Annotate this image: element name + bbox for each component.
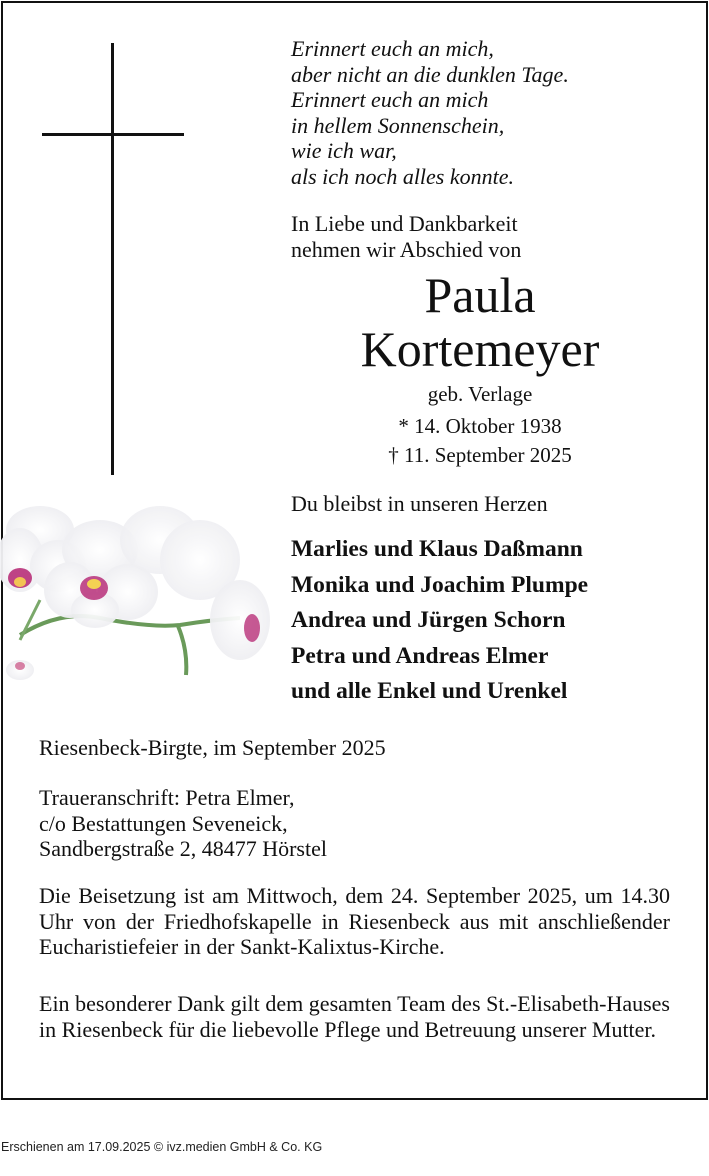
poem-line: wie ich war,: [291, 138, 397, 163]
intro-line: In Liebe und Dankbarkeit: [291, 211, 518, 236]
family-names: [291, 532, 701, 710]
family-member: und alle Enkel und Urenkel: [291, 678, 568, 704]
orchid-image: [0, 500, 276, 700]
poem-line: als ich noch alles konnte.: [291, 163, 515, 189]
thanks-text: Ein besonderer Dank gilt dem gesamten Team des St.-Elisabeth-Hauses in Riesenbeck für die liebevolle Pflege und Betreuung unserer Mutter.: [39, 991, 670, 1042]
family-member: Andrea und Jürgen Schorn: [291, 607, 566, 633]
deceased-first-name: Paula: [424, 267, 536, 323]
intro-line: nehmen wir Abschied von: [291, 237, 522, 262]
family-member: Monika und Joachim Plumpe: [291, 571, 589, 598]
death-date: † 11. September 2025: [388, 443, 572, 467]
funeral-info: Die Beisetzung ist am Mittwoch, dem 24. September 2025, um 14.30 Uhr von der Friedhofskapelle in Riesenbeck aus mit anschließender Eucharistiefeier in der Sankt-Kalixtus-Kirche.: [39, 883, 670, 959]
maiden-name: geb. Verlage: [427, 382, 533, 406]
publication-footer: Erschienen am 17.09.2025 © ivz.medien GmbH & Co. KG: [1, 1140, 323, 1154]
poem-line: aber nicht an die dunklen Tage.: [291, 61, 569, 87]
place-date: Riesenbeck-Birgte, im September 2025: [39, 735, 386, 760]
poem: [291, 36, 691, 189]
address-line: c/o Bestattungen Seveneick,: [39, 810, 288, 836]
cross-icon-vertical: [111, 43, 114, 475]
remembrance-line: Du bleibst in unseren Herzen: [291, 491, 548, 516]
birth-date: * 14. Oktober 1938: [398, 414, 562, 438]
intro-text: [291, 211, 691, 263]
deceased-last-name: Kortemeyer: [360, 321, 600, 377]
address-line: Traueranschrift: Petra Elmer,: [39, 785, 295, 810]
address-line: Sandbergstraße 2, 48477 Hörstel: [39, 836, 327, 861]
family-member: Petra und Andreas Elmer: [291, 642, 549, 669]
family-member: Marlies und Klaus Daßmann: [291, 536, 583, 562]
poem-line: in hellem Sonnenschein,: [291, 112, 505, 138]
cross-icon-horizontal: [42, 133, 184, 136]
poem-line: Erinnert euch an mich: [291, 87, 489, 112]
mourning-address: [39, 785, 327, 862]
poem-line: Erinnert euch an mich,: [291, 36, 494, 61]
